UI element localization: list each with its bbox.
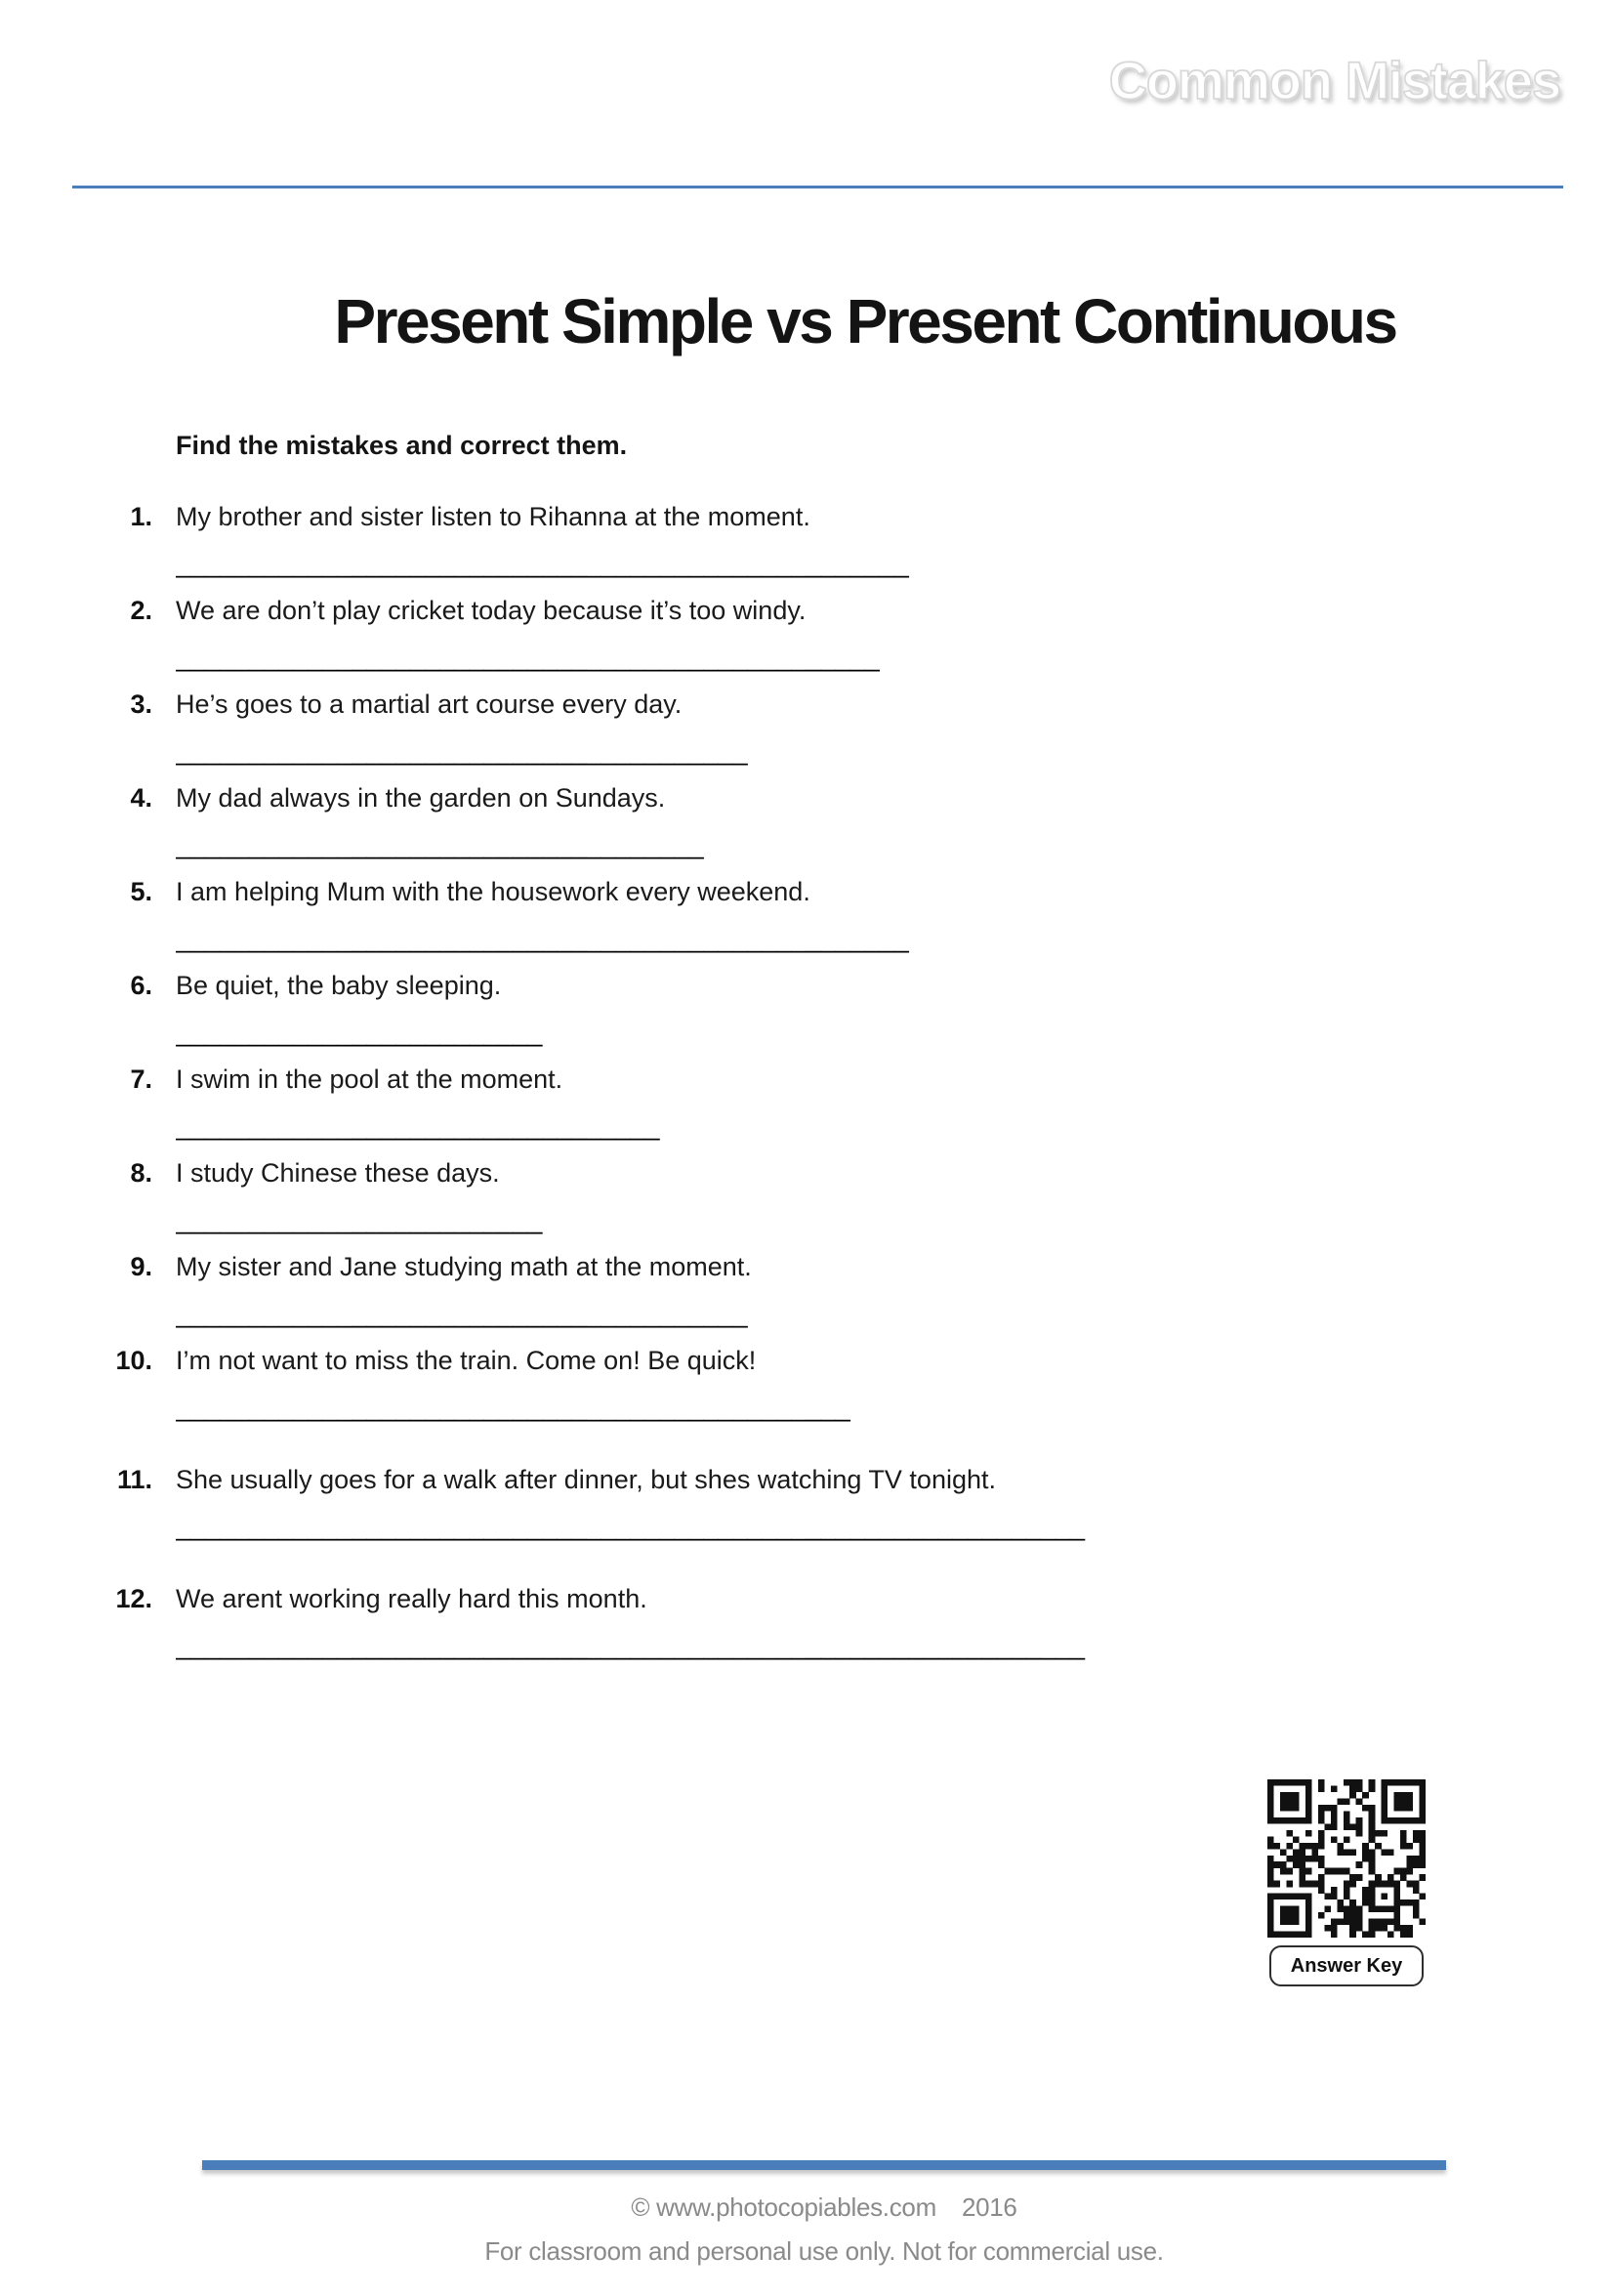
footer [202, 2186, 1446, 2274]
item-number: 2. [130, 596, 152, 625]
item-number: 11. [116, 1465, 152, 1494]
footer-divider [202, 2160, 1446, 2170]
exercise-item [0, 962, 1615, 1056]
item-number: 8. [130, 1158, 152, 1188]
answer-blank: ______________________________________________________________ [176, 1512, 1085, 1541]
exercise-item [0, 774, 1615, 868]
item-number: 6. [130, 971, 152, 1000]
answer-blank: ______________________________________________________________ [176, 1631, 1085, 1660]
item-number: 12. [115, 1584, 152, 1613]
exercise-item [0, 1337, 1615, 1431]
item-number: 3. [130, 689, 152, 719]
exercise-item [0, 1056, 1615, 1149]
answer-blank: _______________________________________ [176, 736, 748, 766]
answer-blank: ____________________________________ [176, 830, 704, 859]
answer-blank: _________________________ [176, 1018, 543, 1047]
item-number: 5. [130, 877, 152, 906]
exercise-item [0, 1456, 1615, 1550]
instruction-text: Find the mistakes and correct them. [176, 431, 628, 460]
copyright-year: 2016 [961, 2192, 1017, 2222]
exercise-item [0, 1149, 1615, 1243]
item-sentence: I study Chinese these days. [176, 1158, 500, 1188]
item-sentence: Be quiet, the baby sleeping. [176, 971, 502, 1000]
item-sentence: My brother and sister listen to Rihanna at the moment. [176, 502, 810, 531]
item-number: 9. [130, 1252, 152, 1281]
footer-copyright-line [202, 2186, 1446, 2230]
qr-code [1267, 1779, 1426, 1938]
answer-blank: ______________________________________________ [176, 1393, 850, 1422]
item-sentence: She usually goes for a walk after dinner, but shes watching TV tonight. [176, 1465, 996, 1494]
exercise-item [0, 493, 1615, 587]
exercise-item [0, 1243, 1615, 1337]
answer-blank: __________________________________________________ [176, 549, 909, 578]
answer-blank: _______________________________________ [176, 1299, 748, 1328]
exercise-item [0, 681, 1615, 774]
item-sentence: We are don’t play cricket today because it’s too windy. [176, 596, 807, 625]
exercise-item [0, 587, 1615, 681]
header-divider [72, 186, 1563, 188]
item-sentence: I’m not want to miss the train. Come on! Be quick! [176, 1346, 757, 1375]
page-title: Present Simple vs Present Continuous [334, 286, 1396, 356]
footer-usage-line: For classroom and personal use only. Not for commercial use. [484, 2236, 1164, 2266]
answer-key-button[interactable]: Answer Key [1269, 1945, 1424, 1986]
item-sentence: My dad always in the garden on Sundays. [176, 783, 666, 813]
item-sentence: He’s goes to a martial art course every day. [176, 689, 683, 719]
item-number: 1. [130, 502, 152, 531]
exercise-list [0, 493, 1615, 1669]
answer-blank: _________________________________ [176, 1111, 660, 1141]
item-sentence: My sister and Jane studying math at the moment. [176, 1252, 752, 1281]
answer-blank: _________________________ [176, 1205, 543, 1234]
exercise-item [0, 868, 1615, 962]
item-number: 10. [115, 1346, 152, 1375]
item-sentence: I am helping Mum with the housework every weekend. [176, 877, 810, 906]
item-number: 7. [130, 1065, 152, 1094]
copyright-text: © www.photocopiables.com [631, 2192, 936, 2222]
answer-blank: ________________________________________________ [176, 643, 880, 672]
header-watermark: Common Mistakes [1108, 52, 1560, 110]
answer-blank: __________________________________________________ [176, 924, 909, 953]
item-sentence: We arent working really hard this month. [176, 1584, 647, 1613]
exercise-item [0, 1575, 1615, 1669]
item-sentence: I swim in the pool at the moment. [176, 1065, 563, 1094]
item-number: 4. [130, 783, 152, 813]
